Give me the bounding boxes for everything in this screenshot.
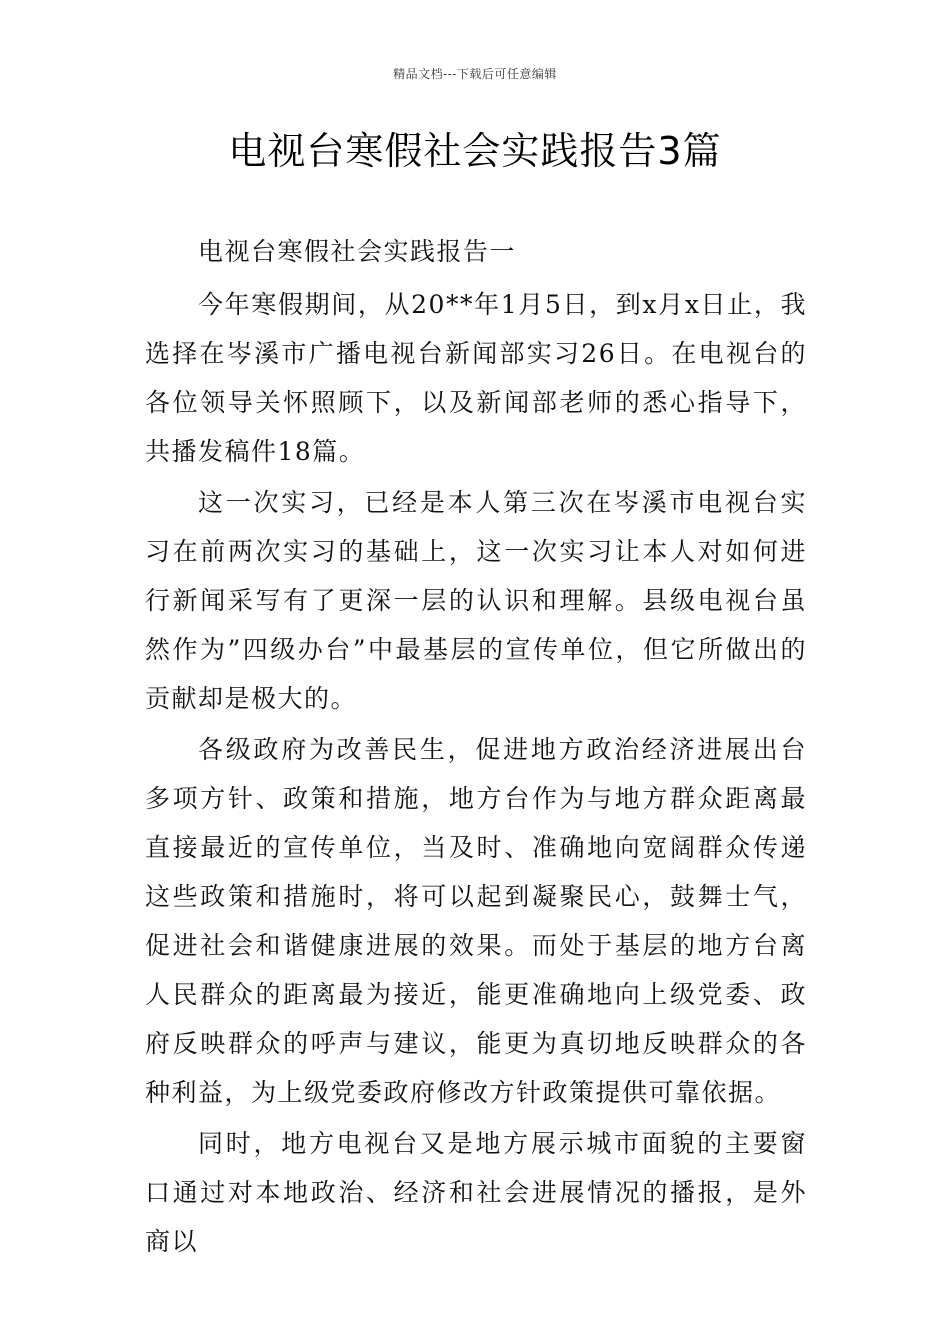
- body-paragraph: 这一次实习，已经是本人第三次在岑溪市电视台实习在前两次实习的基础上，这一次实习让本人对如何进行新闻采写有了更深一层的认识和理解。县级电视台虽然作为”四级办台”中最基层的宣传单位，但它所做出的贡献却是极大的。: [145, 488, 807, 713]
- page-title: 电视台寒假社会实践报告3篇: [228, 129, 722, 173]
- document-body: [145, 227, 807, 1268]
- body-paragraph: 各级政府为改善民生，促进地方政治经济进展出台多项方针、政策和措施，地方台作为与地方群众距离最直接最近的宣传单位，当及时、准确地向宽阔群众传递这些政策和措施时，将可以起到凝聚民心，鼓舞士气，促进社会和谐健康进展的效果。而处于基层的地方台离人民群众的距离最为接近，能更准确地向上级党委、政府反映群众的呼声与建议，能更为真切地反映群众的各种利益，为上级党委政府修改方针政策提供可靠依据。: [145, 735, 807, 1107]
- header-note: 精品文档---下载后可任意编辑: [393, 67, 557, 81]
- body-paragraph: 同时，地方电视台又是地方展示城市面貌的主要窗口通过对本地政治、经济和社会进展情况的播报，是外商以: [145, 1129, 807, 1256]
- body-paragraph: 今年寒假期间，从20**年1月5日，到x月x日止，我选择在岑溪市广播电视台新闻部实习26日。在电视台的各位领导关怀照顾下，以及新闻部老师的悉心指导下，共播发稿件18篇。: [145, 290, 807, 466]
- section-subheading: 电视台寒假社会实践报告一: [198, 237, 517, 266]
